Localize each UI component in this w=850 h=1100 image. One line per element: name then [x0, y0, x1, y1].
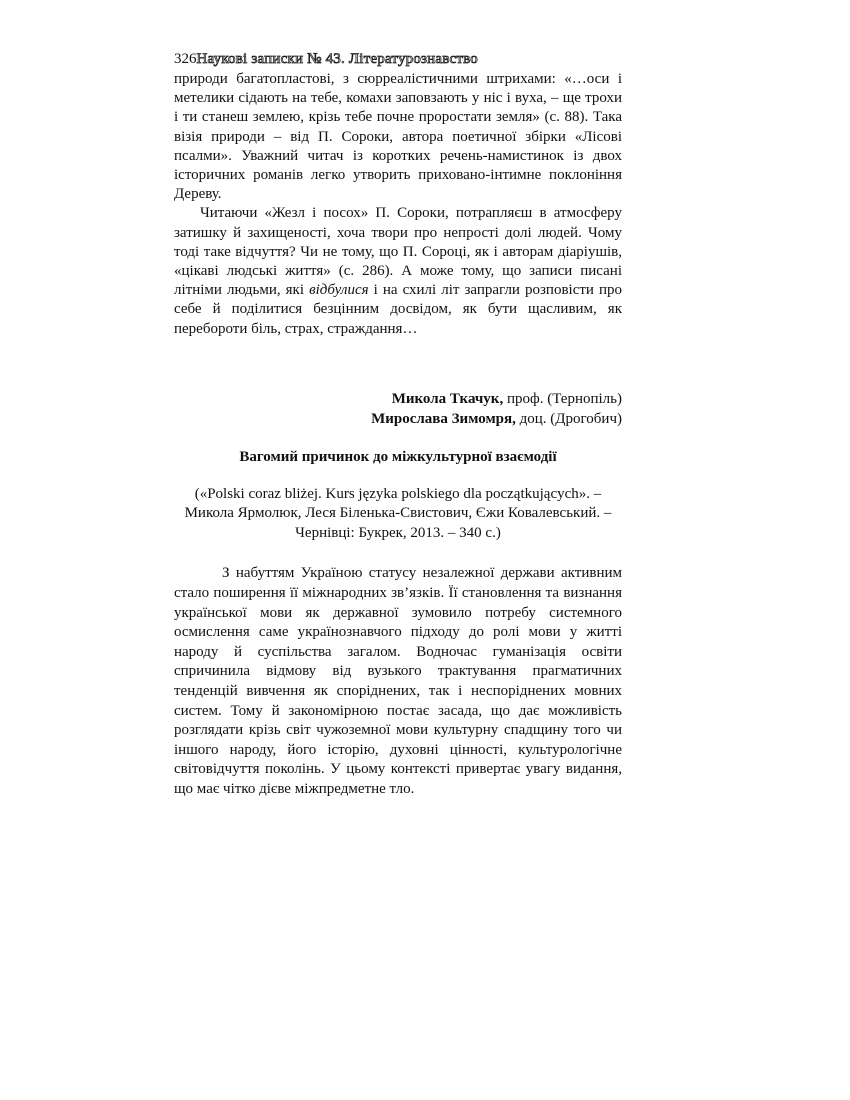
authors-block: [174, 389, 622, 429]
review1-paragraph-1: природи багатопластові, з сюрреалістичними штрихами: «…оси і метелики сідають на тебе, комахи заповзають у ніс і вуха, – ще трохи і ти станеш землею, крізь тебе почне проростати земля» (с. 88). Така візія природи – від П. Сороки, автора поетичної збірки «Лісові псалми». Уважний читач із коротких речень-намистинок із двох історичних романів легко утворить приховано-інтимне поклоніння Дереву.: [174, 71, 622, 203]
bibliographic-reference: [174, 485, 622, 544]
author-role: проф. (Тернопіль): [503, 390, 622, 407]
emphasis-text: відбулися: [309, 282, 369, 299]
author-name: Мирослава Зимомря,: [371, 410, 516, 427]
biblio-line: («Polski coraz bliżej. Kurs języka polskiego dla początkujących». –: [194, 485, 602, 502]
paragraph-text: і на схилі літ запрагли розповісти про себе й поділитися безцінним досвідом, як бути щасливим, як перебороти біль, страх, страждання…: [174, 282, 622, 337]
author-line: [174, 409, 622, 429]
journal-title: Наукові записки № 43. Літературознавство: [196, 51, 478, 67]
biblio-line: Чернівці: Букрек, 2013. – 340 с.): [295, 524, 501, 541]
page: [174, 50, 622, 799]
review1-paragraph-2: [174, 204, 622, 338]
review2-body: [174, 564, 622, 799]
running-header: [174, 50, 622, 70]
paragraph-text: Читаючи «Жезл і посох» П. Сороки, потрапляєш в атмосферу затишку й захищеності, хоча твори про непрості долі людей. Чому тоді таке відчуття? Чи не тому, що П. Сороці, як і авторам діаріушів, «цікаві людські життя» (с. 286). А може тому, що записи писані літніми людьми, які: [174, 205, 622, 299]
review-title: Вагомий причинок до міжкультурної взаємодії: [239, 448, 557, 465]
review2-paragraph-1: З набуттям Україною статусу незалежної держави активним стало поширення її міжнародних зв’язків. Її становлення та визнання української мови як державної зумовило потребу системного осмислення саме українознавчого підходу до ролі мови у житті народу й суспільства загалом. Водночас гуманізація освіти спричинила відмову від вузького трактування прагматичних тенденцій вивчення як споріднених, так і неспоріднених мовних систем. Тому й закономірною постає засада, що дає можливість розглядати крізь світ чужоземної мови культурну спадщину того чи іншого народу, його історію, духовні цінності, культурологічне світовідчуття поколінь. У цьому контексті привертає увагу видання, що має чітко дієве міжпредметне тло.: [174, 565, 622, 797]
author-role: доц. (Дрогобич): [515, 410, 622, 427]
biblio-line: Микола Ярмолюк, Леся Біленька-Свистович, Єжи Ковалевський. –: [184, 505, 612, 522]
author-name: Микола Ткачук,: [391, 390, 504, 407]
page-number: 326: [174, 51, 197, 67]
author-line: [174, 389, 622, 409]
